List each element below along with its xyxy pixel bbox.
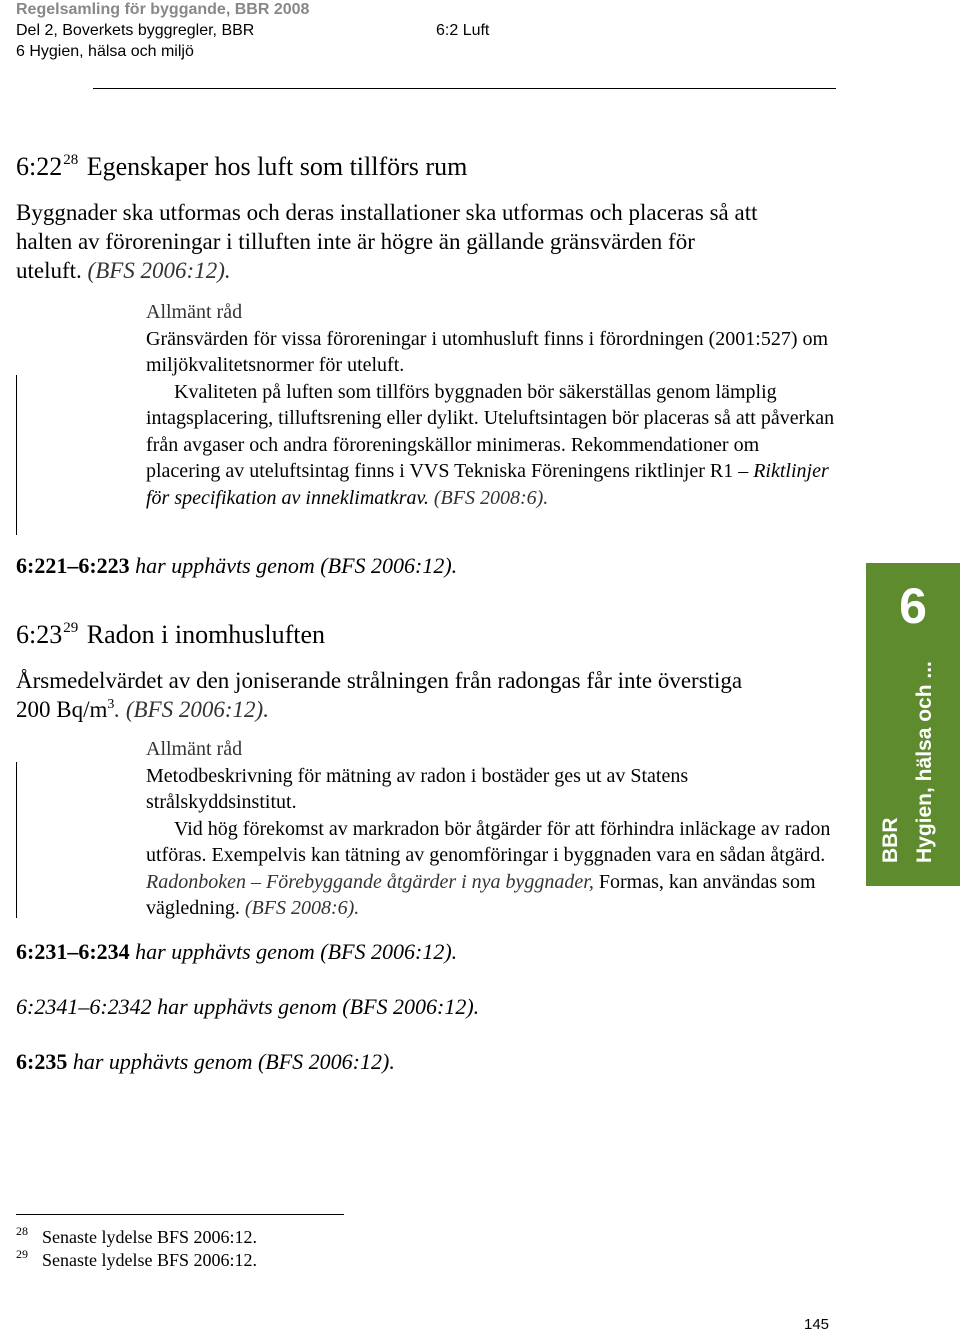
page-number: 145: [804, 1316, 830, 1333]
advice-paragraph: Gränsvärden för vissa föroreningar i utomhusluft finns i förordningen (2001:527) om miljökvalitetsnormer för uteluft.: [146, 327, 829, 376]
rule-line: Byggnader ska utformas och deras installationer ska utformas och placeras så att: [16, 200, 758, 225]
repealed-range: 6:2341–6:2342: [16, 994, 152, 1019]
footnote-ref: 28: [63, 152, 79, 168]
rule-exponent: 3: [107, 697, 115, 712]
repealed-notice: [16, 552, 457, 580]
change-bar: [16, 375, 17, 535]
repealed-range: 6:235: [16, 1049, 68, 1074]
footnote: [16, 1247, 257, 1271]
repealed-text: har upphävts genom (BFS 2006:12).: [135, 939, 458, 964]
rule-reference: . (BFS 2006:12).: [114, 697, 269, 722]
advice-title: Allmänt råd: [146, 738, 243, 760]
rule-reference: (BFS 2006:12).: [87, 258, 231, 283]
repealed-text: har upphävts genom (BFS 2006:12).: [157, 994, 480, 1019]
section-623-rule: [16, 666, 846, 724]
general-advice-623: [146, 736, 836, 922]
header-rule: [93, 88, 836, 89]
advice-paragraph: [146, 379, 836, 512]
advice-text: Vid hög förekomst av markradon bör åtgärder för att förhindra inläckage av radon utföras. Exempelvis kan tätning av genomföringar i byggnaden vara en sådan åtgärd.: [146, 817, 831, 866]
advice-paragraph: [146, 816, 836, 922]
rule-line: halten av föroreningar i tilluften inte är högre än gällande gränsvärden för: [16, 229, 695, 254]
repealed-notice: [16, 993, 479, 1021]
chapter-side-tab[interactable]: [866, 563, 960, 886]
section-number: 6:23: [16, 620, 63, 649]
repealed-text: har upphävts genom (BFS 2006:12).: [72, 1049, 395, 1074]
advice-reference: (BFS 2008:6).: [244, 897, 360, 919]
header-section: 6:2 Luft: [436, 22, 490, 39]
rule-line: [16, 695, 846, 724]
footnote-number: 28: [16, 1224, 28, 1238]
advice-paragraph: Metodbeskrivning för mätning av radon i bostäder ges ut av Statens strålskyddsinstitut.: [146, 764, 689, 813]
rule-value: 200 Bq/m: [16, 697, 108, 722]
chapter-number: 6: [899, 578, 927, 634]
tab-label-line: Hygien, hälsa och ...: [913, 661, 936, 863]
advice-title: Allmänt råd: [146, 301, 243, 323]
footnote-number: 29: [16, 1247, 28, 1261]
chapter-tab-label: [874, 623, 942, 863]
advice-reference-title: Riktlinjer för specifikation av inneklimatkrav.: [146, 460, 829, 509]
header-part: Del 2, Boverkets byggregler, BBR: [16, 22, 255, 39]
tab-label-line: BBR: [879, 817, 902, 863]
advice-reference-title: Radonboken – Förebyggande åtgärder i nya byggnader,: [146, 870, 594, 893]
section-622-rule: [16, 198, 846, 285]
footnote-rule: [16, 1214, 344, 1215]
advice-text-tail: Formas, kan användas som vägledning.: [146, 870, 816, 919]
repealed-range: 6:231–6:234: [16, 939, 130, 964]
section-623-heading: [16, 620, 325, 650]
repealed-text: har upphävts genom (BFS 2006:12).: [135, 553, 458, 578]
footnote-text: Senaste lydelse BFS 2006:12.: [42, 1227, 257, 1247]
general-advice-622: [146, 299, 836, 511]
section-title: Radon i inomhusluften: [86, 620, 326, 649]
advice-reference: (BFS 2008:6).: [433, 486, 549, 509]
header-chapter: 6 Hygien, hälsa och miljö: [16, 43, 194, 60]
rule-line: Årsmedelvärdet av den joniserande strålningen från radongas får inte överstiga: [16, 668, 743, 693]
section-title: Egenskaper hos luft som tillförs rum: [86, 152, 468, 181]
repealed-notice: [16, 1048, 395, 1076]
advice-text: Kvaliteten på luften som tillförs byggnaden bör säkerställas genom lämplig intagsplacering, tilluftsrening eller dylikt. Uteluftsintagen bör placeras så att påverkan från avgaser och andra föroreningskällor minimeras. Rekommendationer om placering av uteluftsintag finns i VVS Tekniska Föreningens riktlinjer R1 –: [146, 380, 835, 482]
footnote-ref: 29: [63, 620, 79, 636]
repealed-notice: [16, 938, 457, 966]
footnote-text: Senaste lydelse BFS 2006:12.: [42, 1250, 257, 1270]
header-collection: Regelsamling för byggande, BBR 2008: [16, 1, 310, 18]
rule-text: uteluft.: [16, 258, 82, 283]
repealed-range: 6:221–6:223: [16, 553, 130, 578]
footnote: [16, 1224, 257, 1248]
rule-line: [16, 256, 846, 285]
section-number: 6:22: [16, 152, 63, 181]
change-bar: [16, 762, 17, 918]
section-622-heading: [16, 152, 467, 182]
